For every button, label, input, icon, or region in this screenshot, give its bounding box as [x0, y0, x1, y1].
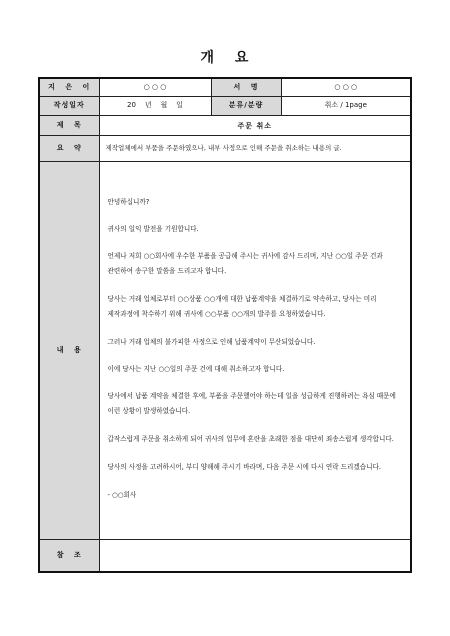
- body-paragraph: 당사는 거래 업체로부터 ○○상품 ○○개에 대한 납품계약을 체결하기로 약속하고, 당사는 미리 제작과정에 착수하기 위해 귀사에 ○○부품 ○○개의 발주를 요청하였습니다.: [107, 294, 377, 318]
- subject-row: [39, 115, 411, 135]
- date-row: [39, 96, 411, 115]
- body-paragraph: 당사에서 납품 계약을 체결한 후에, 부품을 주문했어야 하는데 일을 성급하게 진행하려는 욕심 때문에 이런 상황이 발생하였습니다.: [107, 391, 396, 415]
- body-paragraph: 귀사의 일익 발전을 기원합니다.: [107, 224, 199, 233]
- content-body: [99, 161, 411, 539]
- subject-label: 제 목: [39, 115, 99, 135]
- category-value: 취소 / 1page: [281, 96, 411, 115]
- reference-row: [39, 539, 411, 572]
- document-title: 개 요: [200, 50, 250, 66]
- summary-label: 요 약: [39, 135, 99, 161]
- subject-value: 주문 취소: [99, 115, 411, 135]
- summary-row: [39, 135, 411, 161]
- category-label: 분류/분량: [211, 96, 281, 115]
- body-paragraph: 안녕하십니까?: [107, 197, 150, 206]
- body-paragraph: 그러나 거래 업체의 불가피한 사정으로 인해 납품계약이 무산되었습니다.: [107, 337, 316, 346]
- content-label: 내 용: [39, 161, 99, 539]
- date-value: 20 년 월 일: [99, 96, 211, 115]
- author-label: 지 은 이: [39, 78, 99, 96]
- signature-label: 서 명: [211, 78, 281, 96]
- reference-label: 참 조: [39, 539, 99, 572]
- author-value: ○ ○ ○: [99, 78, 211, 96]
- content-row: [39, 161, 411, 539]
- reference-value: [99, 539, 411, 572]
- author-row: [39, 78, 411, 96]
- body-paragraph: 언제나 저희 ○○회사에 우수한 부품을 공급해 주시는 귀사에 감사 드리며, 지난 ○○일 주문 건과 관련하여 송구한 말씀을 드리고자 합니다.: [107, 251, 383, 275]
- summary-value: 제작업체에서 부품을 주문하였으나, 내부 사정으로 인해 주문을 취소하는 내용의 글.: [99, 135, 411, 161]
- closing-signature: - ○○회사: [107, 490, 137, 499]
- summary-form: [38, 77, 412, 573]
- body-paragraph: 당사의 사정을 고려하시어, 부디 양해해 주시기 바라며, 다음 주문 시에 다시 연락 드리겠습니다.: [107, 462, 381, 471]
- body-paragraph: 갑작스럽게 주문을 취소하게 되어 귀사의 업무에 혼란을 초래한 점을 대단히 죄송스럽게 생각합니다.: [107, 434, 394, 443]
- date-label: 작성일자: [39, 96, 99, 115]
- body-paragraph: 이에 당사는 지난 ○○일의 주문 건에 대해 취소하고자 합니다.: [107, 364, 285, 373]
- signature-value: ○ ○ ○: [281, 78, 411, 96]
